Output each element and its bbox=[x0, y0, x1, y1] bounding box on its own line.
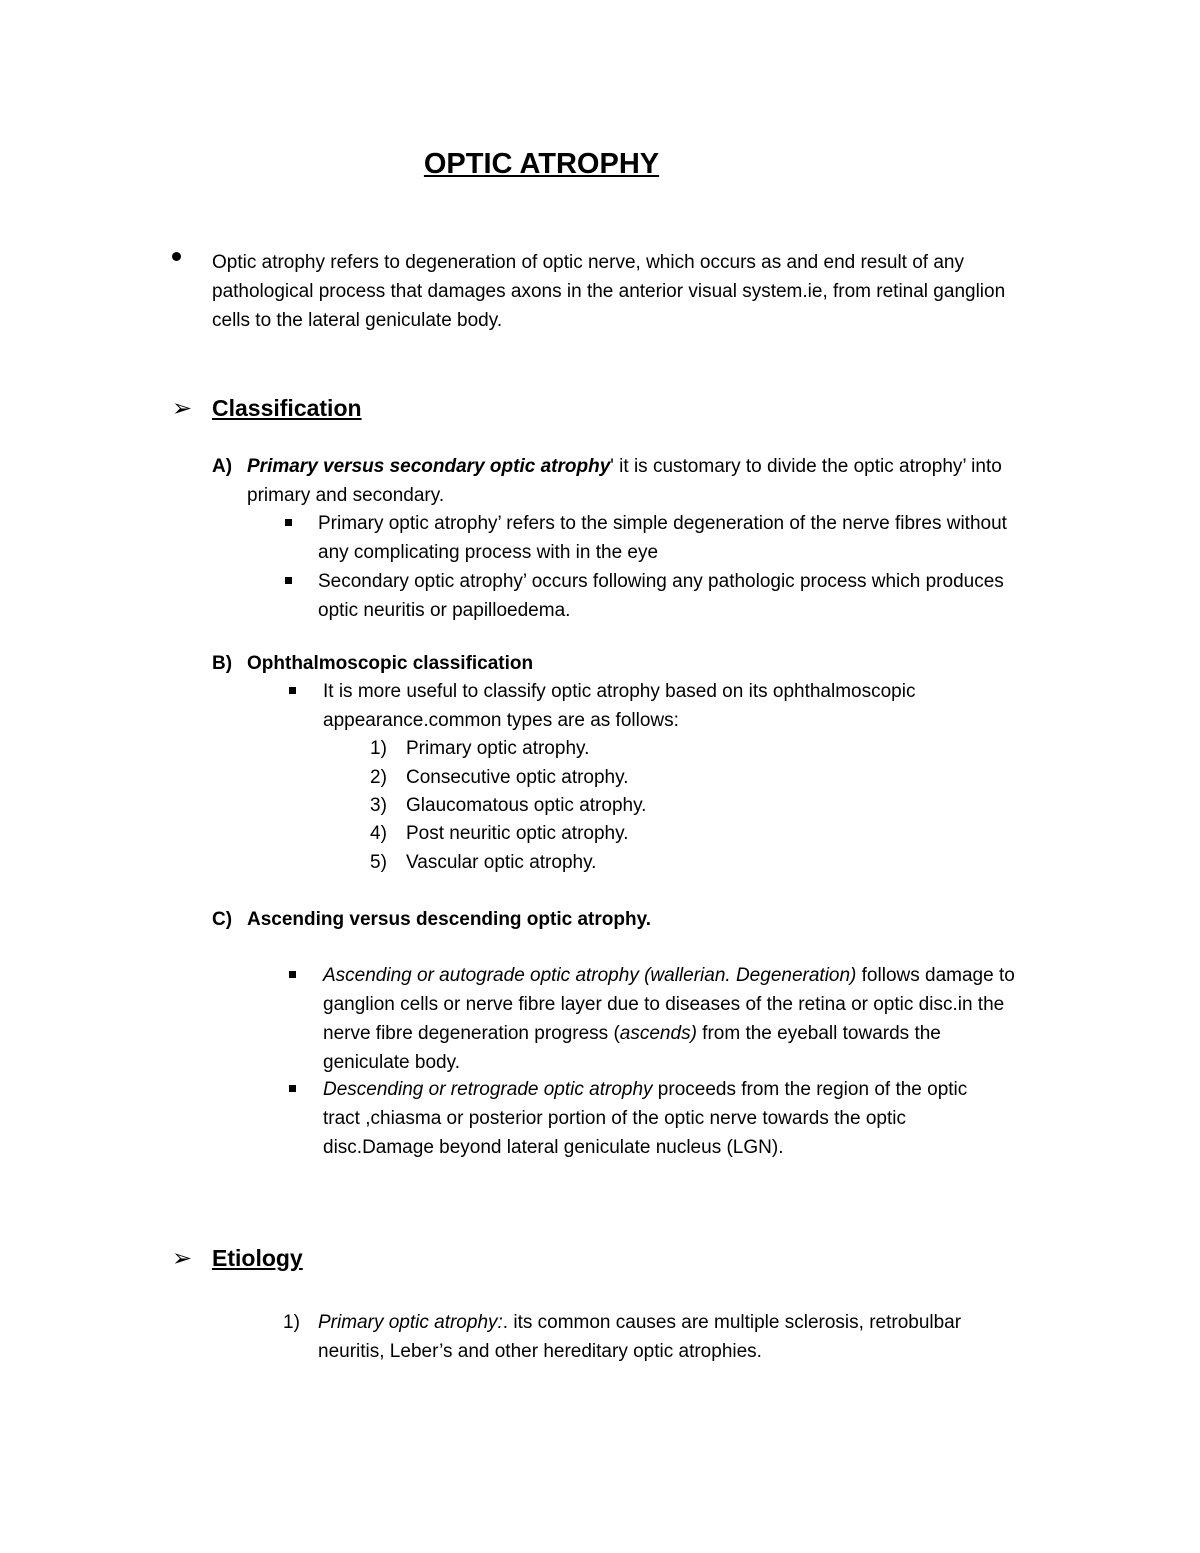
list-item-text: proceeds from the region of the optic bbox=[652, 1079, 968, 1100]
list-item-line: optic neuritis or papilloedema. bbox=[318, 600, 571, 621]
list-item-text: nerve fibre degeneration progress ( bbox=[323, 1023, 620, 1044]
intro-line: Optic atrophy refers to degeneration of optic nerve, which occurs as and end result of any bbox=[212, 252, 964, 273]
intro-paragraph bbox=[212, 248, 1072, 335]
type-number: 1) bbox=[370, 738, 387, 759]
item-a-line: primary and secondary. bbox=[247, 485, 445, 506]
item-a-text bbox=[247, 452, 1077, 510]
type-text: Primary optic atrophy. bbox=[406, 738, 590, 759]
item-a-rest: ' it is customary to divide the optic atrophy’ into bbox=[610, 456, 1002, 477]
bullet-dot-icon bbox=[172, 252, 181, 261]
type-text: Consecutive optic atrophy. bbox=[406, 767, 629, 788]
ascends-word: ascends) bbox=[619, 1023, 697, 1044]
item-c-title: Ascending versus descending optic atrophy. bbox=[247, 909, 652, 930]
item-label-b: B) bbox=[212, 653, 233, 674]
list-item bbox=[323, 1075, 1083, 1162]
list-item bbox=[323, 961, 1083, 1077]
arrowhead-icon: ➢ bbox=[172, 1245, 193, 1272]
list-item-line: tract ,chiasma or posterior portion of the optic nerve towards the optic bbox=[323, 1108, 906, 1129]
type-text: Post neuritic optic atrophy. bbox=[406, 823, 629, 844]
square-bullet-icon bbox=[285, 577, 292, 584]
square-bullet-icon bbox=[289, 1085, 296, 1092]
list-item-line: It is more useful to classify optic atrophy based on its ophthalmoscopic bbox=[323, 681, 916, 702]
list-item-line bbox=[323, 1075, 1083, 1104]
etiology-line bbox=[318, 1308, 1078, 1337]
etiology-text: . its common causes are multiple sclerosis, retrobulbar bbox=[502, 1312, 962, 1333]
list-item-line bbox=[323, 961, 1083, 990]
page-title: OPTIC ATROPHY bbox=[423, 148, 660, 180]
ascending-title: Ascending or autograde optic atrophy (wallerian. Degeneration) bbox=[323, 965, 857, 986]
list-item-line: Secondary optic atrophy’ occurs following any pathologic process which produces bbox=[318, 571, 1004, 592]
list-item-line: appearance.common types are as follows: bbox=[323, 710, 679, 731]
square-bullet-icon bbox=[285, 519, 292, 526]
type-text: Vascular optic atrophy. bbox=[406, 852, 597, 873]
item-b-title: Ophthalmoscopic classification bbox=[247, 653, 534, 674]
list-item-line: Primary optic atrophy’ refers to the simple degeneration of the nerve fibres without bbox=[318, 513, 1007, 534]
list-item bbox=[323, 677, 1103, 735]
list-item-text: from the eyeball towards the bbox=[696, 1023, 941, 1044]
arrowhead-icon: ➢ bbox=[172, 395, 193, 422]
type-number: 5) bbox=[370, 852, 387, 873]
intro-line: pathological process that damages axons in the anterior visual system.ie, from retinal ganglion bbox=[212, 281, 1006, 302]
list-item-line: any complicating process with in the eye bbox=[318, 542, 659, 563]
descending-title: Descending or retrograde optic atrophy bbox=[323, 1079, 653, 1100]
list-item-text: follows damage to bbox=[856, 965, 1015, 986]
list-item-line bbox=[323, 1019, 1083, 1048]
list-item-line: geniculate body. bbox=[323, 1052, 460, 1073]
item-a-title: Primary versus secondary optic atrophy bbox=[247, 456, 611, 477]
section-heading-classification: Classification bbox=[212, 395, 362, 421]
type-number: 3) bbox=[370, 795, 387, 816]
type-number: 2) bbox=[370, 767, 387, 788]
section-heading-etiology: Etiology bbox=[212, 1245, 303, 1271]
etiology-line: neuritis, Leber’s and other hereditary optic atrophies. bbox=[318, 1341, 762, 1362]
etiology-item bbox=[318, 1308, 1078, 1366]
etiology-number: 1) bbox=[283, 1312, 300, 1333]
list-item bbox=[318, 509, 1098, 567]
item-a-line bbox=[247, 452, 1077, 481]
etiology-item-title: Primary optic atrophy: bbox=[318, 1312, 503, 1333]
type-text: Glaucomatous optic atrophy. bbox=[406, 795, 647, 816]
square-bullet-icon bbox=[289, 687, 296, 694]
item-label-c: C) bbox=[212, 909, 233, 930]
square-bullet-icon bbox=[289, 971, 296, 978]
list-item bbox=[318, 567, 1098, 625]
list-item-line: ganglion cells or nerve fibre layer due to diseases of the retina or optic disc.in the bbox=[323, 994, 1005, 1015]
intro-line: cells to the lateral geniculate body. bbox=[212, 310, 503, 331]
type-number: 4) bbox=[370, 823, 387, 844]
item-label-a: A) bbox=[212, 456, 233, 477]
list-item-line: disc.Damage beyond lateral geniculate nucleus (LGN). bbox=[323, 1137, 784, 1158]
